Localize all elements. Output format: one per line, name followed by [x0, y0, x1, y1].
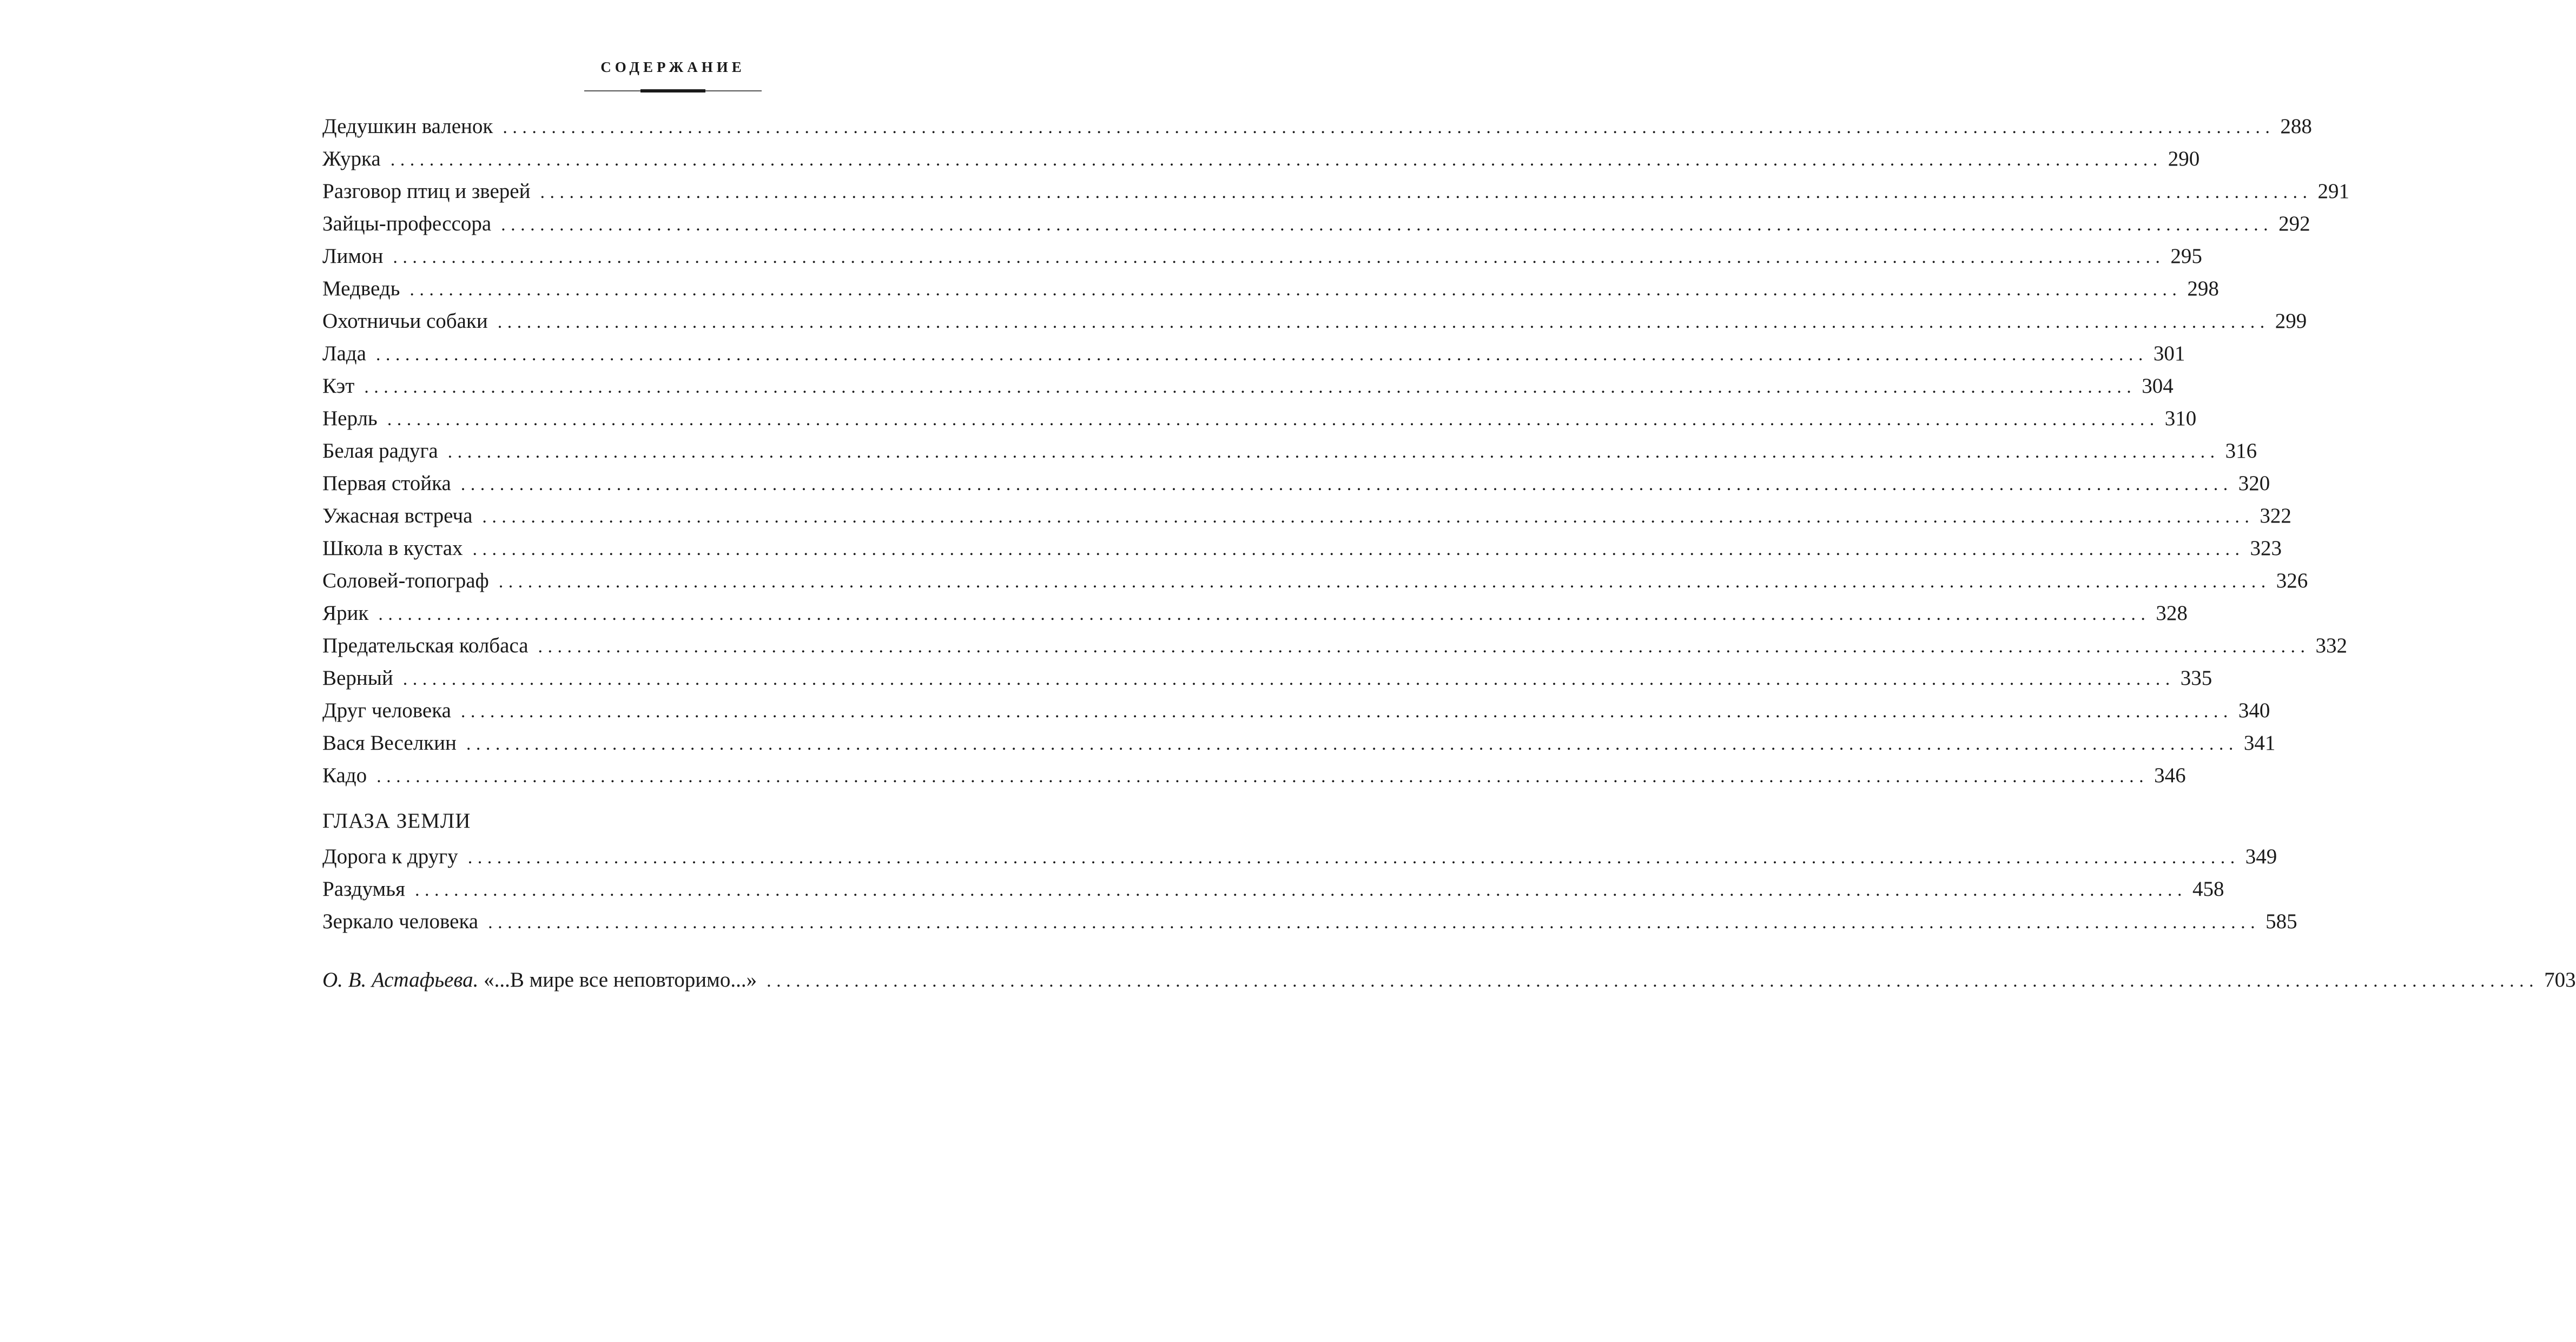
toc-entry — [322, 402, 2197, 435]
toc-entry-page: 341 — [2243, 731, 2276, 755]
dot-leader: ...................................................................................................................................................................................... — [460, 702, 2233, 722]
toc-entry-page: 304 — [2142, 374, 2174, 398]
dot-leader: ...................................................................................................................................................................................... — [497, 312, 2270, 332]
toc-entry-page: 326 — [2276, 569, 2308, 592]
toc-entry-page: 322 — [2260, 504, 2291, 527]
toc-entry — [322, 905, 2297, 938]
toc-entry-title: Соловей-топограф — [322, 569, 489, 592]
toc-entry — [322, 338, 2185, 370]
toc-entry-title: Зайцы-профессора — [322, 212, 492, 235]
dot-leader: ...................................................................................................................................................................................... — [409, 280, 2182, 300]
afterword-author: О. В. Астафьева. — [322, 968, 479, 991]
toc-entry-page: 335 — [2180, 666, 2212, 690]
toc-entry — [322, 532, 2282, 565]
toc-entry — [322, 565, 2308, 597]
section-heading: ГЛАЗА ЗЕМЛИ — [322, 809, 471, 832]
toc-entry-title: Лимон — [322, 244, 384, 268]
toc-entry-page: 288 — [2280, 115, 2312, 138]
toc-entry — [322, 240, 2202, 273]
dot-leader: ...................................................................................................................................................................................... — [402, 669, 2175, 689]
toc-entry — [322, 370, 2174, 402]
toc-entry — [322, 662, 2212, 695]
toc-entry-title: Вася Веселкин — [322, 731, 457, 755]
toc-entry-page: 310 — [2164, 407, 2197, 430]
toc-section-entries — [322, 841, 2297, 938]
dot-leader: ...................................................................................................................................................................................... — [375, 345, 2148, 365]
dot-leader: ...................................................................................................................................................................................... — [538, 637, 2310, 657]
toc-entry-page: 458 — [2192, 877, 2224, 901]
toc-entry-title — [322, 964, 757, 996]
dot-leader: ...................................................................................................................................................................................... — [393, 247, 2165, 267]
toc-entry — [322, 143, 2200, 175]
running-header — [584, 56, 762, 93]
table-of-contents — [322, 110, 2576, 996]
toc-entry-title: Журка — [322, 147, 381, 170]
toc-entry-page: 585 — [2265, 910, 2297, 933]
toc-entry-title: Раздумья — [322, 877, 405, 901]
dot-leader: ...................................................................................................................................................................................... — [501, 215, 2274, 235]
toc-entry-page: 295 — [2170, 244, 2202, 268]
toc-entry-page: 298 — [2187, 277, 2219, 300]
toc-entry — [322, 435, 2257, 467]
toc-entry — [322, 727, 2276, 759]
toc-entry — [322, 695, 2270, 727]
toc-entry-page: 301 — [2153, 342, 2185, 365]
toc-entry-page: 349 — [2245, 845, 2277, 868]
toc-entry-page: 299 — [2275, 309, 2307, 333]
toc-entry-title: Кэт — [322, 374, 355, 398]
toc-entry-page: 346 — [2154, 764, 2186, 787]
dot-leader: ...................................................................................................................................................................................... — [447, 442, 2220, 462]
toc-entry-title: Друг человека — [322, 699, 451, 722]
dot-leader: ...................................................................................................................................................................................... — [767, 971, 2539, 991]
dot-leader: ...................................................................................................................................................................................... — [387, 409, 2159, 429]
dot-leader: ...................................................................................................................................................................................... — [498, 572, 2271, 592]
toc-main-entries — [322, 110, 2349, 792]
toc-entry-page: 340 — [2238, 699, 2270, 722]
toc-entry — [322, 208, 2310, 240]
toc-entry-page: 328 — [2156, 601, 2188, 625]
toc-entry-title: Медведь — [322, 277, 400, 300]
toc-entry-page: 323 — [2250, 537, 2282, 560]
dot-leader: ...................................................................................................................................................................................... — [472, 539, 2245, 559]
toc-entry-page: 316 — [2225, 439, 2257, 462]
toc-entry-title: Ярик — [322, 601, 369, 625]
dot-leader: ...................................................................................................................................................................................... — [503, 117, 2275, 137]
toc-entry-title: Нерль — [322, 407, 378, 430]
dot-leader: ...................................................................................................................................................................................... — [414, 880, 2187, 900]
toc-entry-page: 703 — [2544, 968, 2576, 991]
toc-entry — [322, 273, 2219, 305]
toc-entry — [322, 467, 2270, 500]
toc-entry-page: 292 — [2278, 212, 2310, 235]
dot-leader: ...................................................................................................................................................................................... — [364, 377, 2137, 397]
page-title: СОДЕРЖАНИЕ — [600, 59, 745, 75]
toc-entry-title: Охотничьи собаки — [322, 309, 488, 333]
dot-leader: ...................................................................................................................................................................................... — [488, 913, 2261, 933]
toc-entry-title: Кадо — [322, 764, 367, 787]
dot-leader: ...................................................................................................................................................................................... — [377, 766, 2149, 786]
dot-leader: ...................................................................................................................................................................................... — [467, 848, 2240, 868]
dot-leader: ...................................................................................................................................................................................... — [482, 507, 2255, 527]
toc-entry-title: Дорога к другу — [322, 845, 458, 868]
toc-entry — [322, 110, 2312, 143]
toc-entry-title: Лада — [322, 342, 366, 365]
dot-leader: ...................................................................................................................................................................................... — [378, 604, 2151, 624]
toc-entry — [322, 630, 2348, 662]
dot-leader: ...................................................................................................................................................................................... — [390, 150, 2163, 170]
toc-entry-afterword — [322, 964, 2576, 996]
toc-entry — [322, 597, 2188, 630]
afterword-title: «...В мире все неповторимо...» — [484, 968, 757, 991]
toc-entry-page: 290 — [2168, 147, 2200, 170]
toc-entry — [322, 841, 2277, 873]
header-rule-thick-line — [640, 89, 705, 92]
toc-entry-page: 332 — [2315, 634, 2348, 657]
dot-leader: ...................................................................................................................................................................................... — [540, 182, 2313, 202]
toc-entry — [322, 759, 2186, 792]
toc-entry-title: Зеркало человека — [322, 910, 479, 933]
toc-entry-title: Предательская колбаса — [322, 634, 529, 657]
toc-entry — [322, 175, 2349, 208]
toc-entry-title: Дедушкин валенок — [322, 115, 493, 138]
toc-entry-page: 320 — [2238, 472, 2270, 495]
toc-entry-page: 291 — [2317, 180, 2349, 203]
dot-leader: ...................................................................................................................................................................................... — [460, 474, 2233, 494]
toc-entry-title: Белая радуга — [322, 439, 438, 462]
header-rule — [584, 89, 762, 93]
toc-entry-title: Первая стойка — [322, 472, 451, 495]
toc-entry — [322, 500, 2291, 532]
toc-entry-title: Ужасная встреча — [322, 504, 473, 527]
toc-entry-title: Школа в кустах — [322, 537, 463, 560]
toc-entry-title: Разговор птиц и зверей — [322, 180, 531, 203]
toc-entry-title: Верный — [322, 666, 393, 690]
dot-leader: ...................................................................................................................................................................................... — [466, 734, 2238, 754]
toc-entry — [322, 305, 2307, 338]
toc-entry — [322, 873, 2224, 905]
